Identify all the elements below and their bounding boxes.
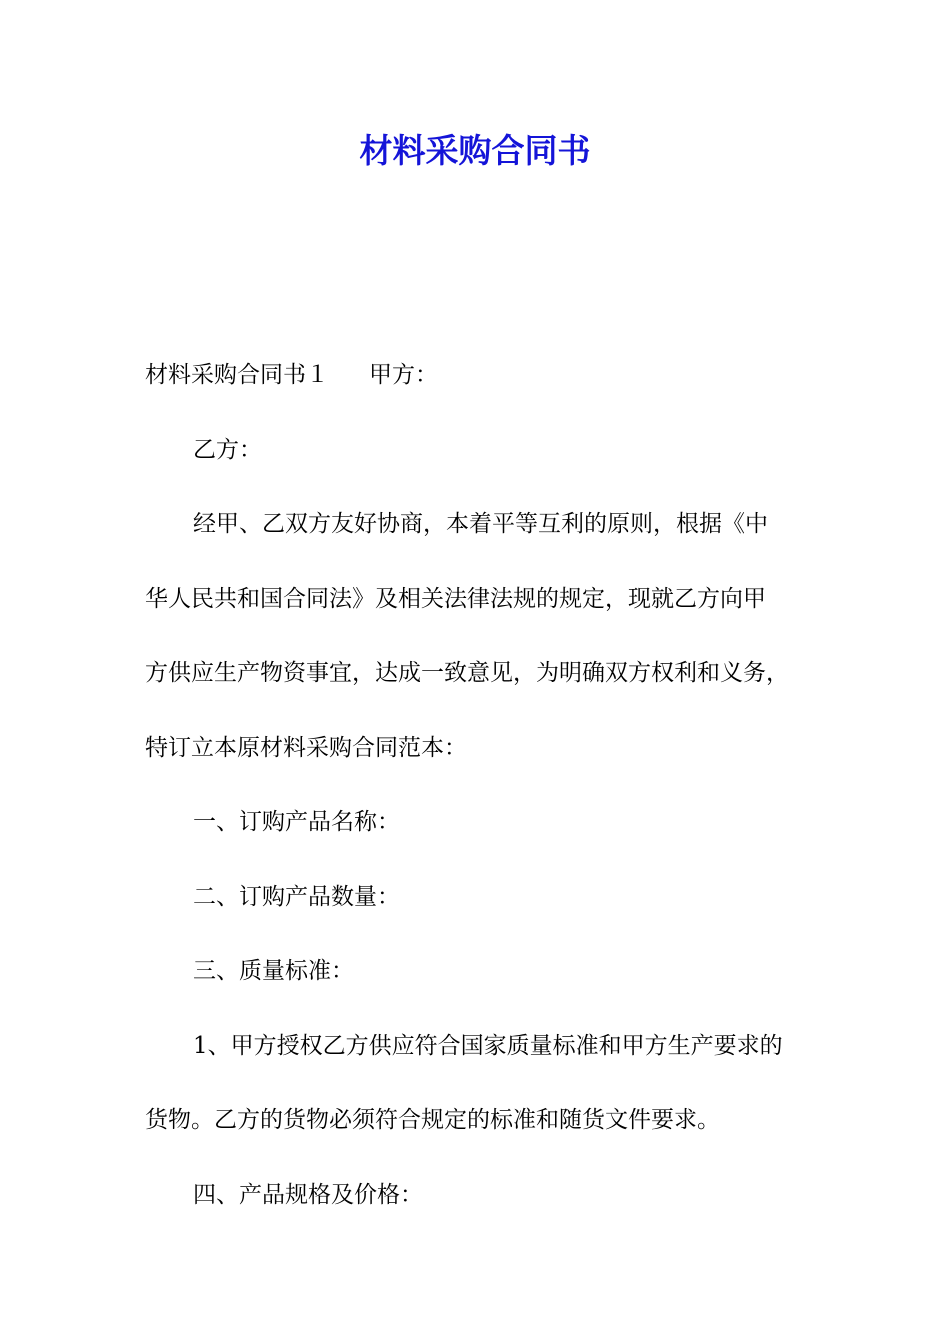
party-b-label: 乙方： [193,436,262,463]
section-product-quantity: 二、订购产品数量： [193,883,400,910]
heading-line [145,338,835,413]
clause-1-line-2: 货物。乙方的货物必须符合规定的标准和随货文件要求。 [145,1107,720,1133]
preamble-line-2: 华人民共和国合同法》及相关法律法规的规定，现就乙方向甲 [145,585,766,612]
document-title: 材料采购合同书 [359,131,591,170]
document-body [145,338,835,1232]
preamble-line-3: 方供应生产物资事宜，达成一致意见，为明确双方权利和义务， [145,660,789,686]
clause-1-line-1: 1、甲方授权乙方供应符合国家质量标准和甲方生产要求的 [193,1032,783,1059]
section-quality-standard: 三、质量标准： [193,958,354,984]
preamble-line-1: 经甲、乙双方友好协商，本着平等互利的原则，根据《中 [193,511,768,537]
section-spec-price: 四、产品规格及价格： [193,1181,423,1208]
party-a-label: 甲方： [369,362,438,388]
preamble-line-4: 特订立本原材料采购合同范本： [145,734,467,761]
contract-name: 材料采购合同书１ [145,362,329,388]
section-product-name: 一、订购产品名称： [193,809,400,835]
